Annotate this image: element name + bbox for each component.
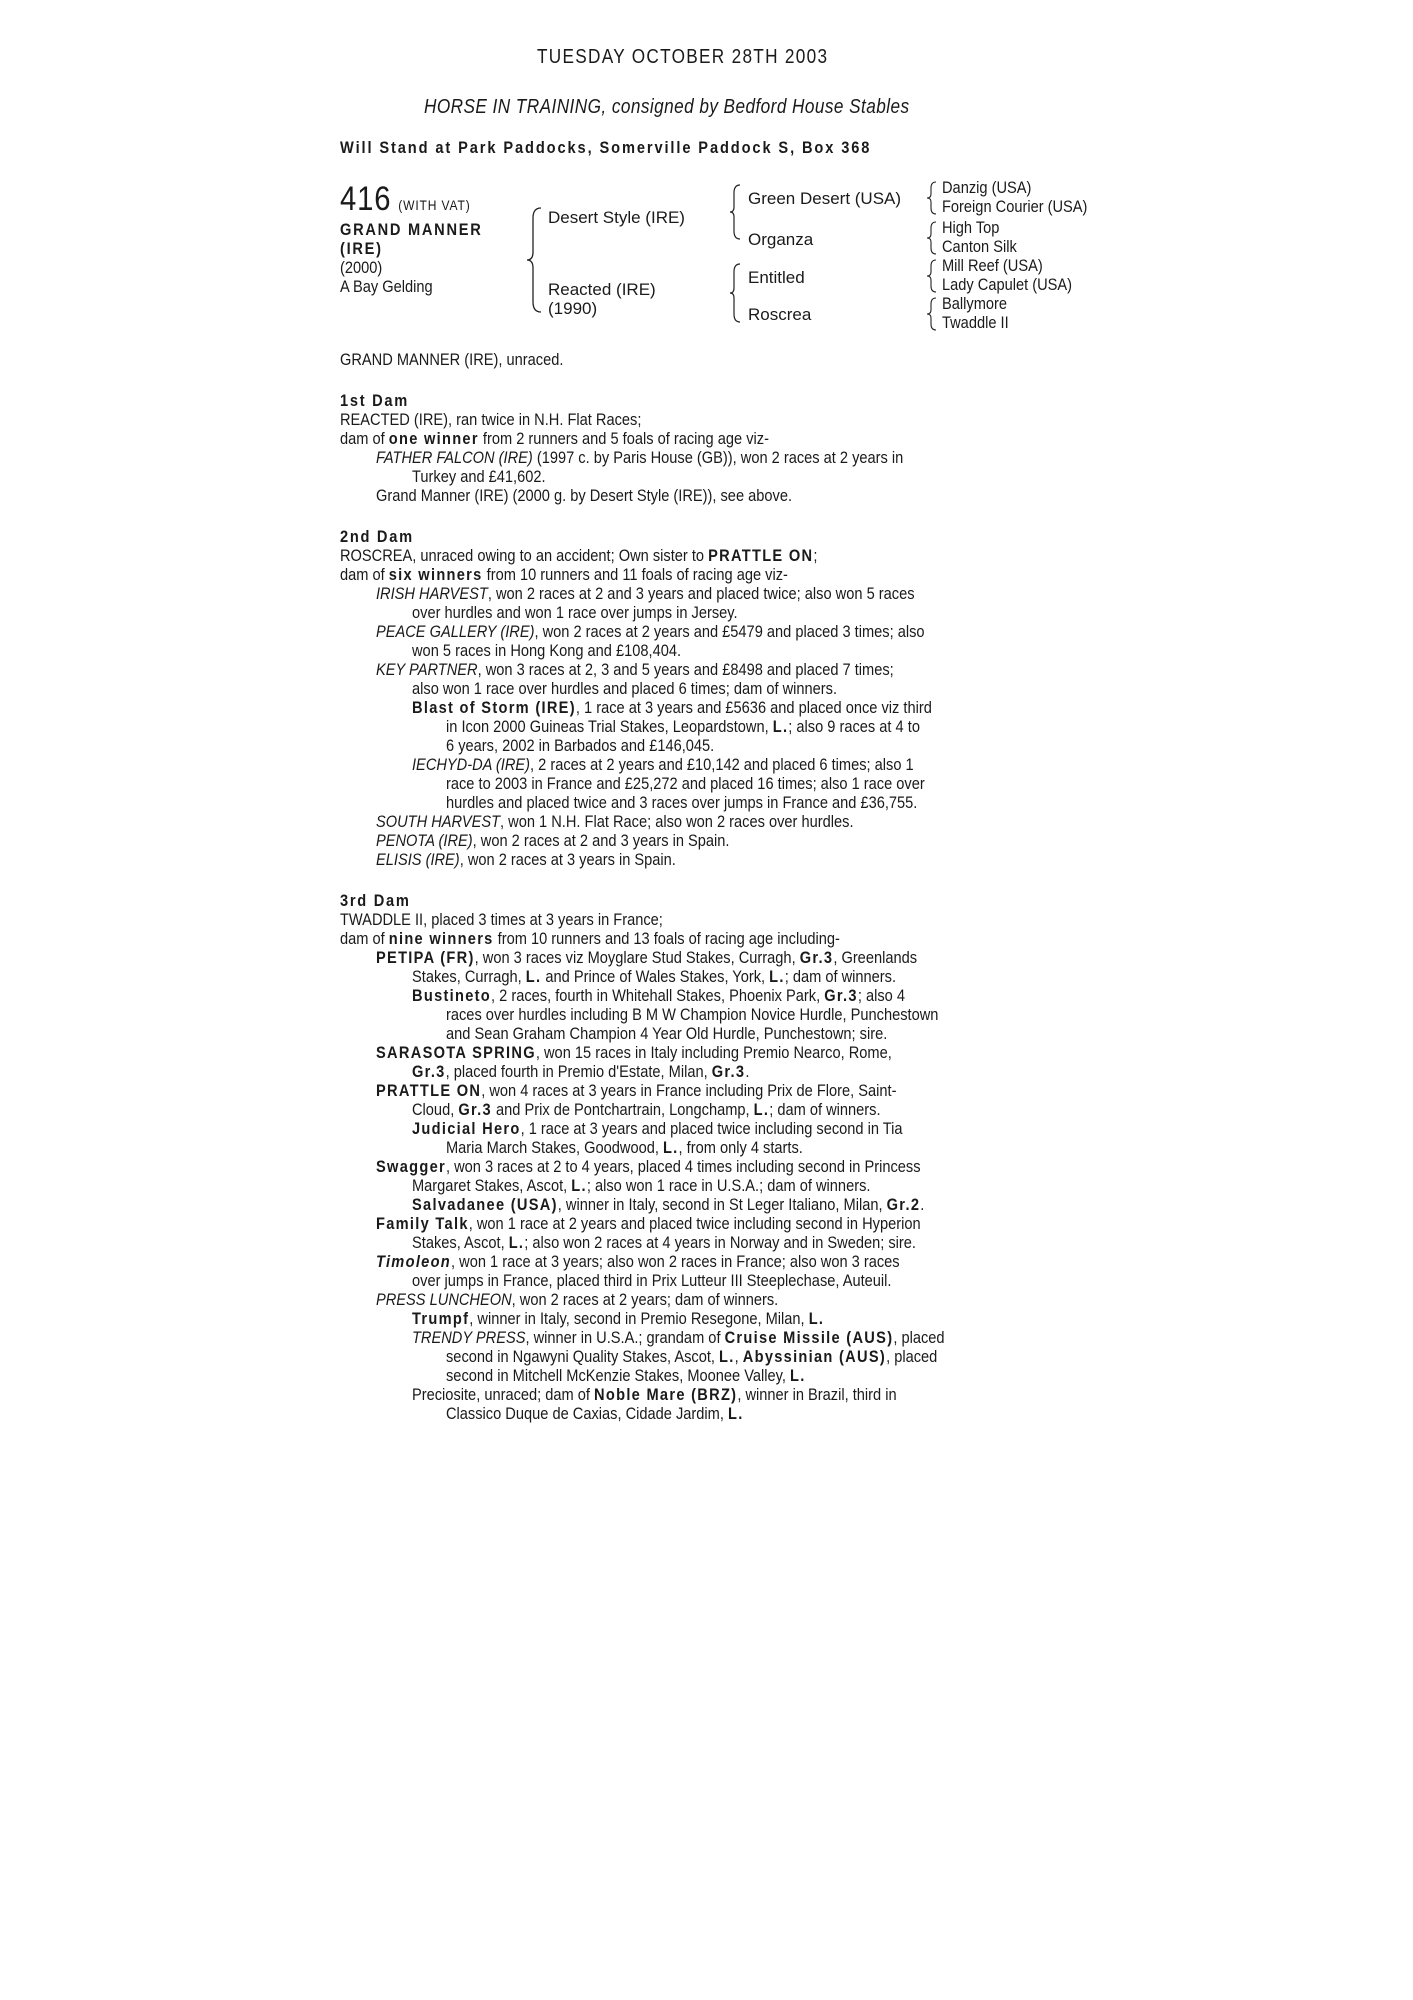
third-dam-section: 3rd Dam TWADDLE II, placed 3 times at 3 years in France; dam of nine winners from 10 runners and 13 foals of racing age including- PETIPA (FR), won 3 races viz Moyglare Stud Stakes, Curragh, Gr.3, Greenlands Stakes, Curragh, L. and Prince of Wales Stakes, York, L.; dam of winners. Bustineto, 2 races, fourth in Whitehall Stakes, Phoenix Park, Gr.3; also 4 races over hurdles including B M W Champion Novice Hurdle, Punchestown and Sean Graham Champion 4 Year Old Hurdle, Punchestown; sire. SARASOTA SPRING, won 15 races in Italy including Premio Nearco, Rome, Gr.3, placed fourth in Premio d'Estate, Milan, Gr.3. PRATTLE ON, won 4 races at 3 years in France including Prix de Flore, Saint- Cloud, Gr.3 and Prix de Pontchartrain, Longchamp, L.; dam of winners. Judicial Hero, 1 race at 3 years and placed twice including second in Tia Maria March Stakes, Goodwood, L., from only 4 starts. Swagger, won 3 races at 2 to 4 years, placed 4 times including second in Princess Margaret Stakes, Ascot, L.; also won 1 race in U.S.A.; dam of winners. Salvadanee (USA), winner in Italy, second in St Leger Italiano, Milan, Gr.2. Family Talk, won 1 race at 2 years and placed twice including second in Hyperion Stakes, Ascot, L.; also won 2 races at 4 years in Norway and in Sweden; sire. Timoleon, won 1 race at 3 years; also won 2 races in France; also won 3 races over jumps in France, placed third in Prix Lutteur III Steeplechase, Auteuil. PRESS LUNCHEON, won 2 races at 2 years; dam of winners. Trumpf, winner in Italy, second in Premio Resegone, Milan, L. TRENDY PRESS, winner in U.S.A.; grandam of Cruise Missile (AUS), placed second in Ngawyni Quality Stakes, Ascot, L., Abyssinian (AUS), placed second in Mitchell McKenzie Stakes, Moonee Valley, L. Preciosite, unraced; dam of Noble Mare (BRZ), winner in Brazil, third in Classico Duque de Caxias, Cidade Jardim, L. (340, 891, 1080, 1423)
pedigree-brace-g3 (925, 258, 939, 294)
dam-year: (1990) (548, 299, 598, 318)
catalogue-body (340, 350, 1080, 1423)
granddam-2: Canton Silk (942, 237, 1017, 256)
dam-name: Reacted (IRE) (548, 280, 656, 299)
consignment-line: HORSE IN TRAINING, consigned by Bedford House Stables (424, 96, 910, 118)
section-heading: 2nd Dam (340, 527, 414, 546)
horse-name: GRAND MANNER (340, 220, 483, 239)
second-dam-section: 2nd Dam ROSCREA, unraced owing to an accident; Own sister to PRATTLE ON; dam of six winners from 10 runners and 11 foals of racing age viz- IRISH HARVEST, won 2 races at 2 and 3 years and placed twice; also won 5 races over hurdles and won 1 race over jumps in Jersey. PEACE GALLERY (IRE), won 2 races at 2 years and £5479 and placed 3 times; also won 5 races in Hong Kong and £108,404. KEY PARTNER, won 3 races at 2, 3 and 5 years and £8498 and placed 7 times; also won 1 race over hurdles and placed 6 times; dam of winners. Blast of Storm (IRE), 1 race at 3 years and £5636 and placed once viz third in Icon 2000 Guineas Trial Stakes, Leopardstown, L.; also 9 races at 4 to 6 years, 2002 in Barbados and £146,045. IECHYD-DA (IRE), 2 races at 2 years and £10,142 and placed 6 times; also 1 race to 2003 in France and £25,272 and placed 16 times; also 1 race over hurdles and placed twice and 3 races over jumps in France and £36,755. SOUTH HARVEST, won 1 N.H. Flat Race; also won 2 races over hurdles. PENOTA (IRE), won 2 races at 2 and 3 years in Spain. ELISIS (IRE), won 2 races at 3 years in Spain. (340, 527, 1080, 869)
horse-details (340, 220, 506, 296)
pedigree-brace-main (525, 206, 545, 314)
pedigree-brace-g4 (925, 296, 939, 332)
grandsire-2: High Top (942, 218, 1000, 237)
sire-dam: Organza (748, 230, 814, 249)
horse-description: A Bay Gelding (340, 277, 433, 296)
lot-heading (340, 180, 492, 219)
race-summary: GRAND MANNER (IRE), unraced. (340, 350, 564, 369)
dam-dam: Roscrea (748, 305, 812, 324)
stable-location: Will Stand at Park Paddocks, Somerville Paddock S, Box 368 (340, 138, 872, 157)
granddam-4: Twaddle II (942, 313, 1009, 332)
lot-number: 416 (340, 180, 392, 218)
dam-sire: Entitled (748, 268, 805, 287)
grandsire-3: Mill Reef (USA) (942, 256, 1043, 275)
sale-date: TUESDAY OCTOBER 28TH 2003 (537, 46, 829, 68)
grandsire-4: Ballymore (942, 294, 1008, 313)
granddam-1: Foreign Courier (USA) (942, 197, 1088, 216)
sire-name: Desert Style (IRE) (548, 208, 685, 227)
granddam-3: Lady Capulet (USA) (942, 275, 1073, 294)
sire-sire: Green Desert (USA) (748, 189, 902, 208)
grandsire-1: Danzig (USA) (942, 178, 1032, 197)
foaling-year: (2000) (340, 258, 383, 277)
pedigree-brace-sire (728, 183, 744, 241)
pedigree-brace-dam (728, 262, 744, 324)
pedigree-brace-g2 (925, 220, 939, 256)
first-dam-section: 1st Dam REACTED (IRE), ran twice in N.H. Flat Races; dam of one winner from 2 runners and 5 foals of racing age viz- FATHER FALCON (IRE) (1997 c. by Paris House (GB)), won 2 races at 2 years in Turkey and £41,602. Grand Manner (IRE) (2000 g. by Desert Style (IRE)), see above. (340, 391, 1080, 505)
vat-note: (WITH VAT) (398, 197, 471, 213)
section-heading: 1st Dam (340, 391, 409, 410)
horse-name-suffix: (IRE) (340, 239, 383, 258)
section-heading: 3rd Dam (340, 891, 411, 910)
pedigree-brace-g1 (925, 180, 939, 216)
